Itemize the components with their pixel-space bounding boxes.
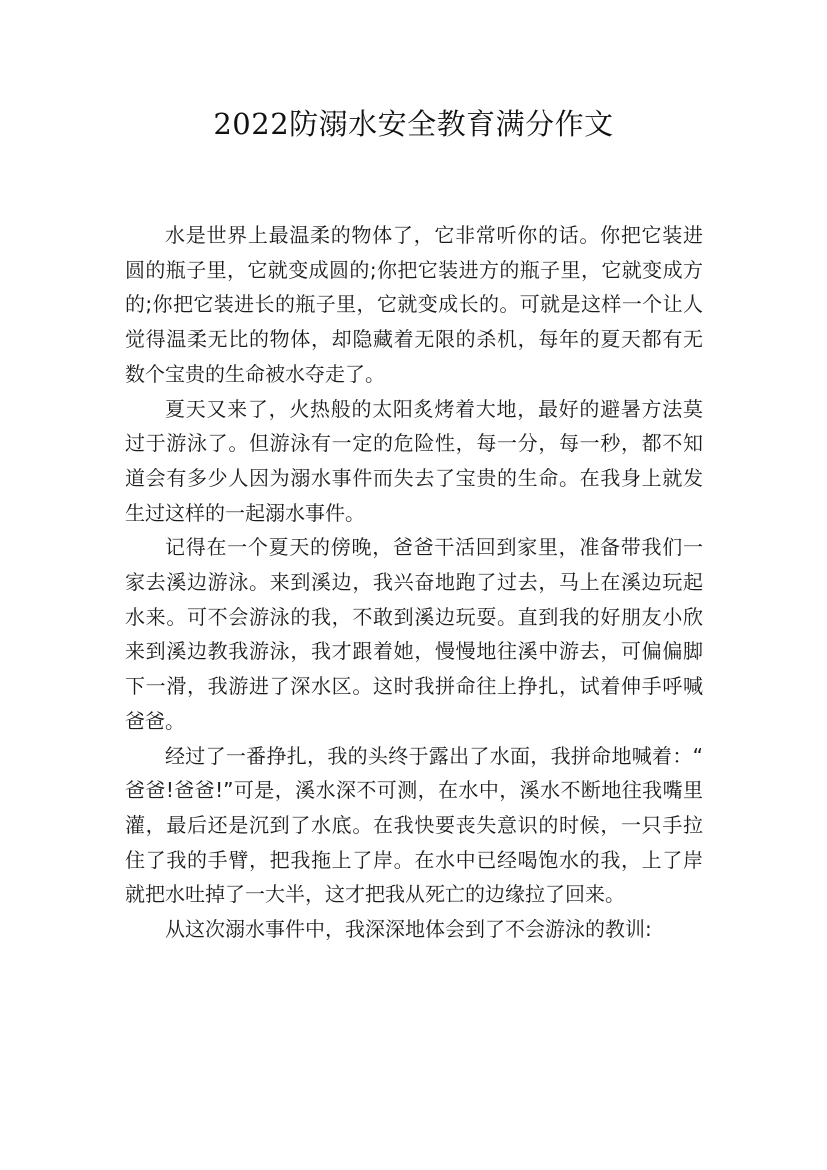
document-body	[125, 218, 703, 947]
paragraph-5: 从这次溺水事件中，我深深地体会到了不会游泳的教训:	[165, 917, 652, 942]
paragraph-2: 夏天又来了，火热般的太阳炙烤着大地，最好的避暑方法莫过于游泳了。但游泳有一定的危险性，每一分，每一秒，都不知道会有多少人因为溺水事件而失去了宝贵的生命。在我身上就发生过这样的一起溺水事件。	[125, 396, 703, 525]
paragraph-1: 水是世界上最温柔的物体了，它非常听你的话。你把它装进圆的瓶子里，它就变成圆的;你把它装进方的瓶子里，它就变成方的;你把它装进长的瓶子里，它就变成长的。可就是这样一个让人觉得温柔无比的物体，却隐藏着无限的杀机，每年的夏天都有无数个宝贵的生命被水夺走了。	[125, 223, 703, 386]
document-title: 2022防溺水安全教育满分作文	[213, 107, 614, 141]
paragraph-3: 记得在一个夏天的傍晚，爸爸干活回到家里，准备带我们一家去溪边游泳。来到溪边，我兴奋地跑了过去，马上在溪边玩起水来。可不会游泳的我，不敢到溪边玩耍。直到我的好朋友小欣来到溪边教我游泳，我才跟着她，慢慢地往溪中游去，可偏偏脚下一滑，我游进了深水区。这时我拼命往上挣扎，试着伸手呼喊爸爸。	[125, 535, 703, 733]
paragraph-4: 经过了一番挣扎，我的头终于露出了水面，我拼命地喊着：“爸爸!爸爸!”可是，溪水深不可测，在水中，溪水不断地往我嘴里灌，最后还是沉到了水底。在我快要丧失意识的时候，一只手拉住了我的手臂，把我拖上了岸。在水中已经喝饱水的我，上了岸就把水吐掉了一大半，这才把我从死亡的边缘拉了回来。	[125, 743, 703, 907]
